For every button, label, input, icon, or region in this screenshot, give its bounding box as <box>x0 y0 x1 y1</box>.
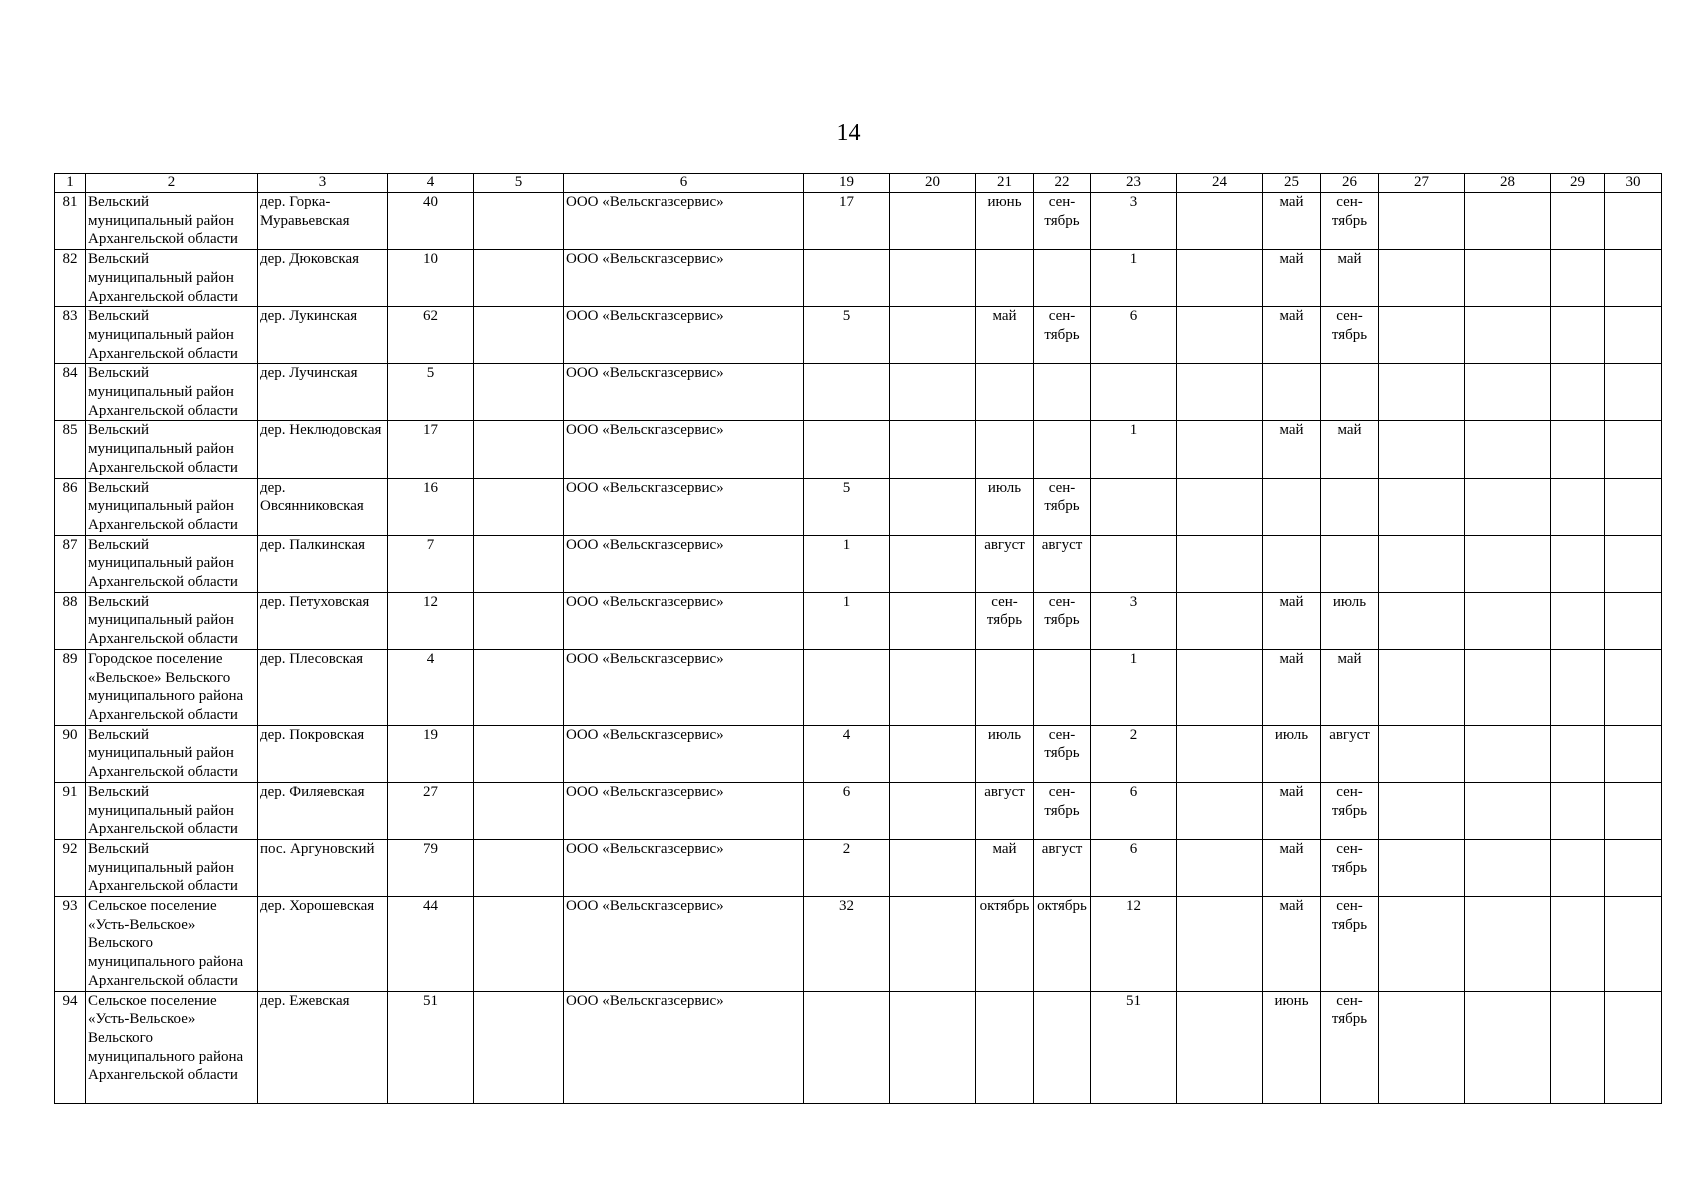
table-cell <box>1605 592 1662 649</box>
table-cell <box>804 364 890 421</box>
table-cell <box>1605 649 1662 725</box>
table-cell: май <box>976 307 1034 364</box>
table-cell: 89 <box>55 649 86 725</box>
table-cell: 81 <box>55 193 86 250</box>
table-cell: ООО «Вельскгазсервис» <box>564 991 804 1103</box>
table-cell <box>1605 478 1662 535</box>
table-cell: ООО «Вельскгазсервис» <box>564 649 804 725</box>
column-header: 28 <box>1465 174 1551 193</box>
table-cell <box>474 897 564 992</box>
table-cell: Вельский муниципальный район Архангельской области <box>86 535 258 592</box>
table-cell: июнь <box>1263 991 1321 1103</box>
column-header: 3 <box>258 174 388 193</box>
table-cell <box>1177 649 1263 725</box>
table-cell: дер. Горка-Муравьевская <box>258 193 388 250</box>
table-cell: дер. Неклюдовская <box>258 421 388 478</box>
table-cell: сен-тябрь <box>1321 991 1379 1103</box>
table-cell <box>1379 782 1465 839</box>
table-cell: Вельский муниципальный район Архангельской области <box>86 364 258 421</box>
table-cell: май <box>1263 782 1321 839</box>
table-cell <box>1605 782 1662 839</box>
table-cell <box>474 725 564 782</box>
table-cell: 1 <box>804 535 890 592</box>
table-cell <box>1551 250 1605 307</box>
column-header: 27 <box>1379 174 1465 193</box>
table-cell <box>1034 364 1091 421</box>
table-cell <box>890 725 976 782</box>
table-row <box>55 991 1662 1103</box>
table-cell <box>1551 478 1605 535</box>
table-cell: 17 <box>804 193 890 250</box>
table-cell <box>890 839 976 896</box>
table-cell: 94 <box>55 991 86 1103</box>
table-cell <box>1605 193 1662 250</box>
table-cell: май <box>1263 897 1321 992</box>
table-cell <box>1177 364 1263 421</box>
table-cell <box>1177 839 1263 896</box>
table-cell: май <box>1321 421 1379 478</box>
column-header: 19 <box>804 174 890 193</box>
table-cell <box>976 250 1034 307</box>
table-cell: июнь <box>976 193 1034 250</box>
table-cell: ООО «Вельскгазсервис» <box>564 725 804 782</box>
table-row <box>55 193 1662 250</box>
table-cell: май <box>1263 250 1321 307</box>
table-cell <box>1177 193 1263 250</box>
table-cell: ООО «Вельскгазсервис» <box>564 897 804 992</box>
table-cell <box>1177 991 1263 1103</box>
table-cell: 88 <box>55 592 86 649</box>
column-header: 24 <box>1177 174 1263 193</box>
table-cell <box>1605 307 1662 364</box>
table-cell <box>1177 535 1263 592</box>
table-cell <box>474 649 564 725</box>
table-cell: 51 <box>388 991 474 1103</box>
table-row <box>55 535 1662 592</box>
table-cell <box>474 839 564 896</box>
table-cell: ООО «Вельскгазсервис» <box>564 250 804 307</box>
table-cell: 83 <box>55 307 86 364</box>
table-cell <box>1551 307 1605 364</box>
table-cell <box>1379 839 1465 896</box>
table-cell <box>474 592 564 649</box>
table-cell <box>976 364 1034 421</box>
table-cell <box>474 421 564 478</box>
table-cell: ООО «Вельскгазсервис» <box>564 592 804 649</box>
table-cell: ООО «Вельскгазсервис» <box>564 478 804 535</box>
table-row <box>55 250 1662 307</box>
table-cell: 1 <box>1091 649 1177 725</box>
table-cell <box>1177 725 1263 782</box>
table-row <box>55 649 1662 725</box>
table-cell <box>1605 250 1662 307</box>
table-cell <box>1605 991 1662 1103</box>
table-cell <box>1379 478 1465 535</box>
table-cell <box>1091 478 1177 535</box>
table-cell <box>1321 478 1379 535</box>
table-cell <box>474 250 564 307</box>
table-cell <box>1551 725 1605 782</box>
table-cell <box>1465 649 1551 725</box>
table-cell: май <box>1263 421 1321 478</box>
table-cell: 62 <box>388 307 474 364</box>
table-cell <box>1177 592 1263 649</box>
table-cell: Вельский муниципальный район Архангельской области <box>86 478 258 535</box>
table-cell: 5 <box>804 478 890 535</box>
table-cell: дер. Плесовская <box>258 649 388 725</box>
table-cell <box>1465 250 1551 307</box>
table-cell: август <box>976 535 1034 592</box>
table-cell: 6 <box>1091 307 1177 364</box>
header-row <box>55 174 1662 193</box>
table-cell: 87 <box>55 535 86 592</box>
table-cell: 86 <box>55 478 86 535</box>
table-cell <box>474 478 564 535</box>
table-cell: май <box>1263 839 1321 896</box>
table-cell: Вельский муниципальный район Архангельской области <box>86 592 258 649</box>
table-cell: 93 <box>55 897 86 992</box>
table-cell: май <box>1263 307 1321 364</box>
table-cell: 4 <box>388 649 474 725</box>
table-cell: дер. Лучинская <box>258 364 388 421</box>
table-cell <box>1551 364 1605 421</box>
column-header: 25 <box>1263 174 1321 193</box>
table-cell <box>1177 782 1263 839</box>
table-cell <box>890 782 976 839</box>
data-table <box>54 173 1662 1104</box>
column-header: 5 <box>474 174 564 193</box>
table-cell: июль <box>976 725 1034 782</box>
table-cell: 3 <box>1091 592 1177 649</box>
table-cell: дер. Палкинская <box>258 535 388 592</box>
table-cell: дер. Лукинская <box>258 307 388 364</box>
table-cell <box>976 421 1034 478</box>
table-row <box>55 307 1662 364</box>
table-cell <box>1379 592 1465 649</box>
table-cell <box>1034 991 1091 1103</box>
table-row <box>55 364 1662 421</box>
table-cell <box>804 649 890 725</box>
table-cell <box>1177 478 1263 535</box>
table-cell: сен-тябрь <box>1321 307 1379 364</box>
table-cell <box>890 307 976 364</box>
table-cell <box>890 592 976 649</box>
table-cell <box>474 364 564 421</box>
table-cell: октябрь <box>1034 897 1091 992</box>
table-cell: 27 <box>388 782 474 839</box>
table-cell <box>1551 782 1605 839</box>
table-cell <box>976 649 1034 725</box>
table-cell <box>804 421 890 478</box>
table-cell: ООО «Вельскгазсервис» <box>564 782 804 839</box>
table-cell: сен-тябрь <box>1034 725 1091 782</box>
table-row <box>55 782 1662 839</box>
table-cell: 1 <box>804 592 890 649</box>
table-cell <box>804 991 890 1103</box>
table-cell: июль <box>1263 725 1321 782</box>
table-cell: сен-тябрь <box>1321 897 1379 992</box>
column-header: 4 <box>388 174 474 193</box>
table-cell: май <box>1263 649 1321 725</box>
table-cell: август <box>976 782 1034 839</box>
table-cell: Городское поселение «Вельское» Вельского муниципального района Архангельской области <box>86 649 258 725</box>
table-cell: сен-тябрь <box>1034 592 1091 649</box>
table-cell <box>1263 535 1321 592</box>
table-cell <box>1605 364 1662 421</box>
table-cell <box>1465 364 1551 421</box>
column-header: 6 <box>564 174 804 193</box>
table-cell: Вельский муниципальный район Архангельской области <box>86 421 258 478</box>
table-cell <box>1091 364 1177 421</box>
column-header: 20 <box>890 174 976 193</box>
table-cell <box>1379 250 1465 307</box>
table-cell <box>890 478 976 535</box>
table-cell <box>1321 535 1379 592</box>
table-cell <box>1034 250 1091 307</box>
column-header: 2 <box>86 174 258 193</box>
table-cell: Вельский муниципальный район Архангельской области <box>86 250 258 307</box>
table-cell: 51 <box>1091 991 1177 1103</box>
table-cell: дер. Ежевская <box>258 991 388 1103</box>
table-cell: пос. Аргуновский <box>258 839 388 896</box>
table-cell <box>1465 839 1551 896</box>
table-cell: 79 <box>388 839 474 896</box>
table-cell: дер. Петуховская <box>258 592 388 649</box>
column-header: 26 <box>1321 174 1379 193</box>
table-cell <box>1379 897 1465 992</box>
table-cell: 90 <box>55 725 86 782</box>
table-cell: Сельское поселение «Усть-Вельское» Вельского муниципального района Архангельской области <box>86 991 258 1103</box>
table-cell <box>474 193 564 250</box>
table-cell: Вельский муниципальный район Архангельской области <box>86 782 258 839</box>
table-cell <box>1465 193 1551 250</box>
table-cell <box>1551 535 1605 592</box>
table-cell <box>1177 897 1263 992</box>
table-cell: 44 <box>388 897 474 992</box>
table-cell: сен-тябрь <box>976 592 1034 649</box>
table-cell: сен-тябрь <box>1321 782 1379 839</box>
table-cell: 2 <box>804 839 890 896</box>
table-cell: октябрь <box>976 897 1034 992</box>
table-cell <box>890 421 976 478</box>
table-cell: 19 <box>388 725 474 782</box>
table-cell <box>1465 725 1551 782</box>
table-cell <box>474 782 564 839</box>
table-cell: сен-тябрь <box>1321 839 1379 896</box>
table-cell: июль <box>1321 592 1379 649</box>
table-row <box>55 839 1662 896</box>
table-cell: ООО «Вельскгазсервис» <box>564 307 804 364</box>
table-cell <box>1177 421 1263 478</box>
table-cell: сен-тябрь <box>1034 307 1091 364</box>
table-cell <box>1551 193 1605 250</box>
table-cell: дер. Филяевская <box>258 782 388 839</box>
table-cell <box>890 991 976 1103</box>
table-cell: июль <box>976 478 1034 535</box>
column-header: 1 <box>55 174 86 193</box>
table-cell <box>1379 725 1465 782</box>
column-header: 29 <box>1551 174 1605 193</box>
table-cell: 1 <box>1091 250 1177 307</box>
table-cell: 7 <box>388 535 474 592</box>
table-cell: 12 <box>388 592 474 649</box>
table-cell <box>890 193 976 250</box>
table-cell: 40 <box>388 193 474 250</box>
table-cell: август <box>1034 839 1091 896</box>
table-cell <box>474 991 564 1103</box>
table-cell: 82 <box>55 250 86 307</box>
table-cell <box>1605 839 1662 896</box>
table-cell: Вельский муниципальный район Архангельской области <box>86 193 258 250</box>
table-cell: май <box>1321 250 1379 307</box>
table-cell <box>1605 421 1662 478</box>
table-cell <box>1034 421 1091 478</box>
column-header: 21 <box>976 174 1034 193</box>
table-cell <box>474 535 564 592</box>
table-cell: 6 <box>1091 839 1177 896</box>
table-cell: 92 <box>55 839 86 896</box>
table-cell <box>1605 725 1662 782</box>
table-body <box>55 174 1662 1104</box>
table-cell <box>1379 307 1465 364</box>
table-cell <box>1465 592 1551 649</box>
table-cell: 12 <box>1091 897 1177 992</box>
table-cell <box>1465 421 1551 478</box>
page-number: 14 <box>836 120 861 146</box>
table-cell: август <box>1034 535 1091 592</box>
table-cell <box>890 364 976 421</box>
table-cell: 6 <box>1091 782 1177 839</box>
table-cell: 1 <box>1091 421 1177 478</box>
table-cell: дер. Овсянниковская <box>258 478 388 535</box>
table-cell: сен-тябрь <box>1034 478 1091 535</box>
table-cell: август <box>1321 725 1379 782</box>
column-header: 30 <box>1605 174 1662 193</box>
table-cell: 91 <box>55 782 86 839</box>
table-cell: дер. Дюковская <box>258 250 388 307</box>
table-cell <box>1379 991 1465 1103</box>
table-cell: Вельский муниципальный район Архангельской области <box>86 839 258 896</box>
table-cell: май <box>1263 592 1321 649</box>
column-header: 23 <box>1091 174 1177 193</box>
table-cell: 84 <box>55 364 86 421</box>
table-cell: ООО «Вельскгазсервис» <box>564 535 804 592</box>
table-cell: дер. Хорошевская <box>258 897 388 992</box>
table-cell <box>1465 535 1551 592</box>
table-cell: май <box>1263 193 1321 250</box>
table-cell <box>1605 535 1662 592</box>
table-cell <box>1551 897 1605 992</box>
table-cell: ООО «Вельскгазсервис» <box>564 364 804 421</box>
table-cell <box>474 307 564 364</box>
table-cell: 6 <box>804 782 890 839</box>
table-cell: 3 <box>1091 193 1177 250</box>
table-cell <box>1091 535 1177 592</box>
table-cell: 16 <box>388 478 474 535</box>
table-cell <box>1177 307 1263 364</box>
table-cell <box>1263 478 1321 535</box>
table-cell: сен-тябрь <box>1321 193 1379 250</box>
table-cell <box>1605 897 1662 992</box>
table-cell <box>1177 250 1263 307</box>
table-cell <box>1379 535 1465 592</box>
table-cell <box>1465 307 1551 364</box>
table-row <box>55 421 1662 478</box>
table-cell: 32 <box>804 897 890 992</box>
table-cell <box>1379 649 1465 725</box>
table-cell: 10 <box>388 250 474 307</box>
table-cell: дер. Покровская <box>258 725 388 782</box>
table-cell: ООО «Вельскгазсервис» <box>564 193 804 250</box>
table-cell <box>1465 782 1551 839</box>
table-row <box>55 592 1662 649</box>
table-cell <box>804 250 890 307</box>
table-cell: ООО «Вельскгазсервис» <box>564 839 804 896</box>
table-cell <box>1034 649 1091 725</box>
table-cell <box>1551 649 1605 725</box>
table-cell: сен-тябрь <box>1034 782 1091 839</box>
table-cell <box>1465 991 1551 1103</box>
table-cell: 2 <box>1091 725 1177 782</box>
table-cell <box>1379 421 1465 478</box>
table-row <box>55 478 1662 535</box>
table-cell <box>1263 364 1321 421</box>
table-cell: май <box>976 839 1034 896</box>
table-cell: 85 <box>55 421 86 478</box>
table-cell <box>976 991 1034 1103</box>
table-cell <box>1379 364 1465 421</box>
table-cell: Вельский муниципальный район Архангельской области <box>86 725 258 782</box>
table-cell: сен-тябрь <box>1034 193 1091 250</box>
table-cell: май <box>1321 649 1379 725</box>
table-cell <box>890 535 976 592</box>
table-cell: 5 <box>388 364 474 421</box>
table-cell: 17 <box>388 421 474 478</box>
table-cell <box>890 649 976 725</box>
table-row <box>55 725 1662 782</box>
table-row <box>55 897 1662 992</box>
table-cell <box>1551 592 1605 649</box>
table-cell <box>890 250 976 307</box>
table-cell: ООО «Вельскгазсервис» <box>564 421 804 478</box>
table-cell <box>1551 991 1605 1103</box>
table-cell <box>1465 897 1551 992</box>
table-cell: Вельский муниципальный район Архангельской области <box>86 307 258 364</box>
table-cell: 5 <box>804 307 890 364</box>
table-cell: Сельское поселение «Усть-Вельское» Вельского муниципального района Архангельской области <box>86 897 258 992</box>
table-cell <box>890 897 976 992</box>
column-header: 22 <box>1034 174 1091 193</box>
table-cell <box>1551 839 1605 896</box>
table-cell: 4 <box>804 725 890 782</box>
table-cell <box>1321 364 1379 421</box>
table-cell <box>1465 478 1551 535</box>
table-cell <box>1379 193 1465 250</box>
table-cell <box>1551 421 1605 478</box>
